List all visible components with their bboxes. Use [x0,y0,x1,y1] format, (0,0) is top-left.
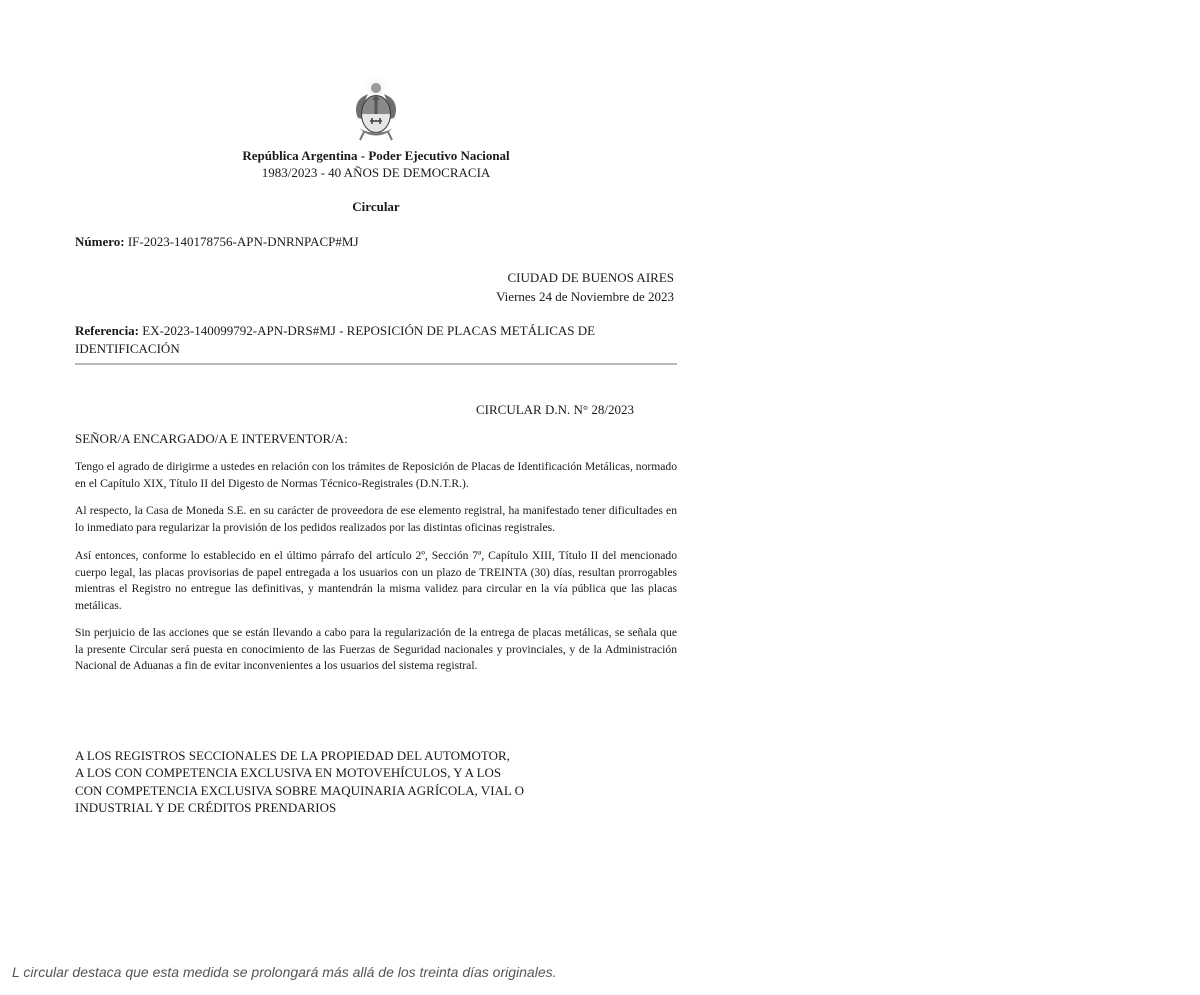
paragraph-1: Tengo el agrado de dirigirme a ustedes en relación con los trámites de Reposición de Placas de Identificación Metálicas, normado en el Capítulo XIX, Título II del Digesto de Normas Técnico-Registrales (D.N.T.R.). [75,460,677,490]
government-header: República Argentina - Poder Ejecutivo Nacional [242,148,510,163]
circular-number: CIRCULAR D.N. N° 28/2023 [476,402,634,417]
city: CIUDAD DE BUENOS AIRES [507,270,674,285]
image-caption: L circular destaca que esta medida se prolongará más allá de los treinta días originales. [12,964,557,980]
paragraph-4: Sin perjuicio de las acciones que se están llevando a cabo para la regularización de la entrega de placas metálicas, se señala que la presente Circular será puesta en conocimiento de las Fuerzas de Seguridad nacionales y provinciales, y de la Administración Nacional de Aduanas a fin de evitar inconvenientes a los usuarios del sistema registral. [75,626,677,673]
paragraph-2: Al respecto, la Casa de Moneda S.E. en su carácter de proveedora de ese elemento registral, ha manifestado tener dificultades en lo inmediato para regularizar la provisión de los pedidos realizados por las distintas oficinas registrales. [75,504,677,534]
document-type: Circular [352,199,400,214]
date: Viernes 24 de Noviembre de 2023 [496,289,674,304]
number-value: IF-2023-140178756-APN-DNRNPACP#MJ [127,234,359,249]
recipients-block: A LOS REGISTROS SECCIONALES DE LA PROPIEDAD DEL AUTOMOTOR, A LOS CON COMPETENCIA EXCLUSIVA EN MOTOVEHÍCULOS, Y A LOS CON COMPETENCIA EXCLUSIVA SOBRE MAQUINARIA AGRÍCOLA, VIAL O INDUSTRIAL Y DE CRÉDITOS PRENDARIOS [75,748,525,815]
number-line [75,233,359,250]
salutation: SEÑOR/A ENCARGADO/A E INTERVENTOR/A: [75,431,348,446]
number-label: Número: [75,234,125,249]
coat-of-arms-icon [346,74,406,148]
reference-line [75,322,677,358]
reference-value: EX-2023-140099792-APN-DRS#MJ - REPOSICIÓN DE PLACAS METÁLICAS DE IDENTIFICACIÓN [75,323,596,356]
header-divider [75,363,677,365]
paragraph-3: Así entonces, conforme lo establecido en el último párrafo del artículo 2º, Sección 7ª, Capítulo XIII, Título II del mencionado cuerpo legal, las placas provisorias de papel entregada a los usuarios con un plazo de TREINTA (30) días, resultan prorrogables mientras el Registro no entregue las definitivas, y mantendrán la misma validez para circular en la vía pública que las placas metálicas. [75,549,677,612]
reference-label: Referencia: [75,323,140,338]
anniversary-line: 1983/2023 - 40 AÑOS DE DEMOCRACIA [261,165,491,180]
